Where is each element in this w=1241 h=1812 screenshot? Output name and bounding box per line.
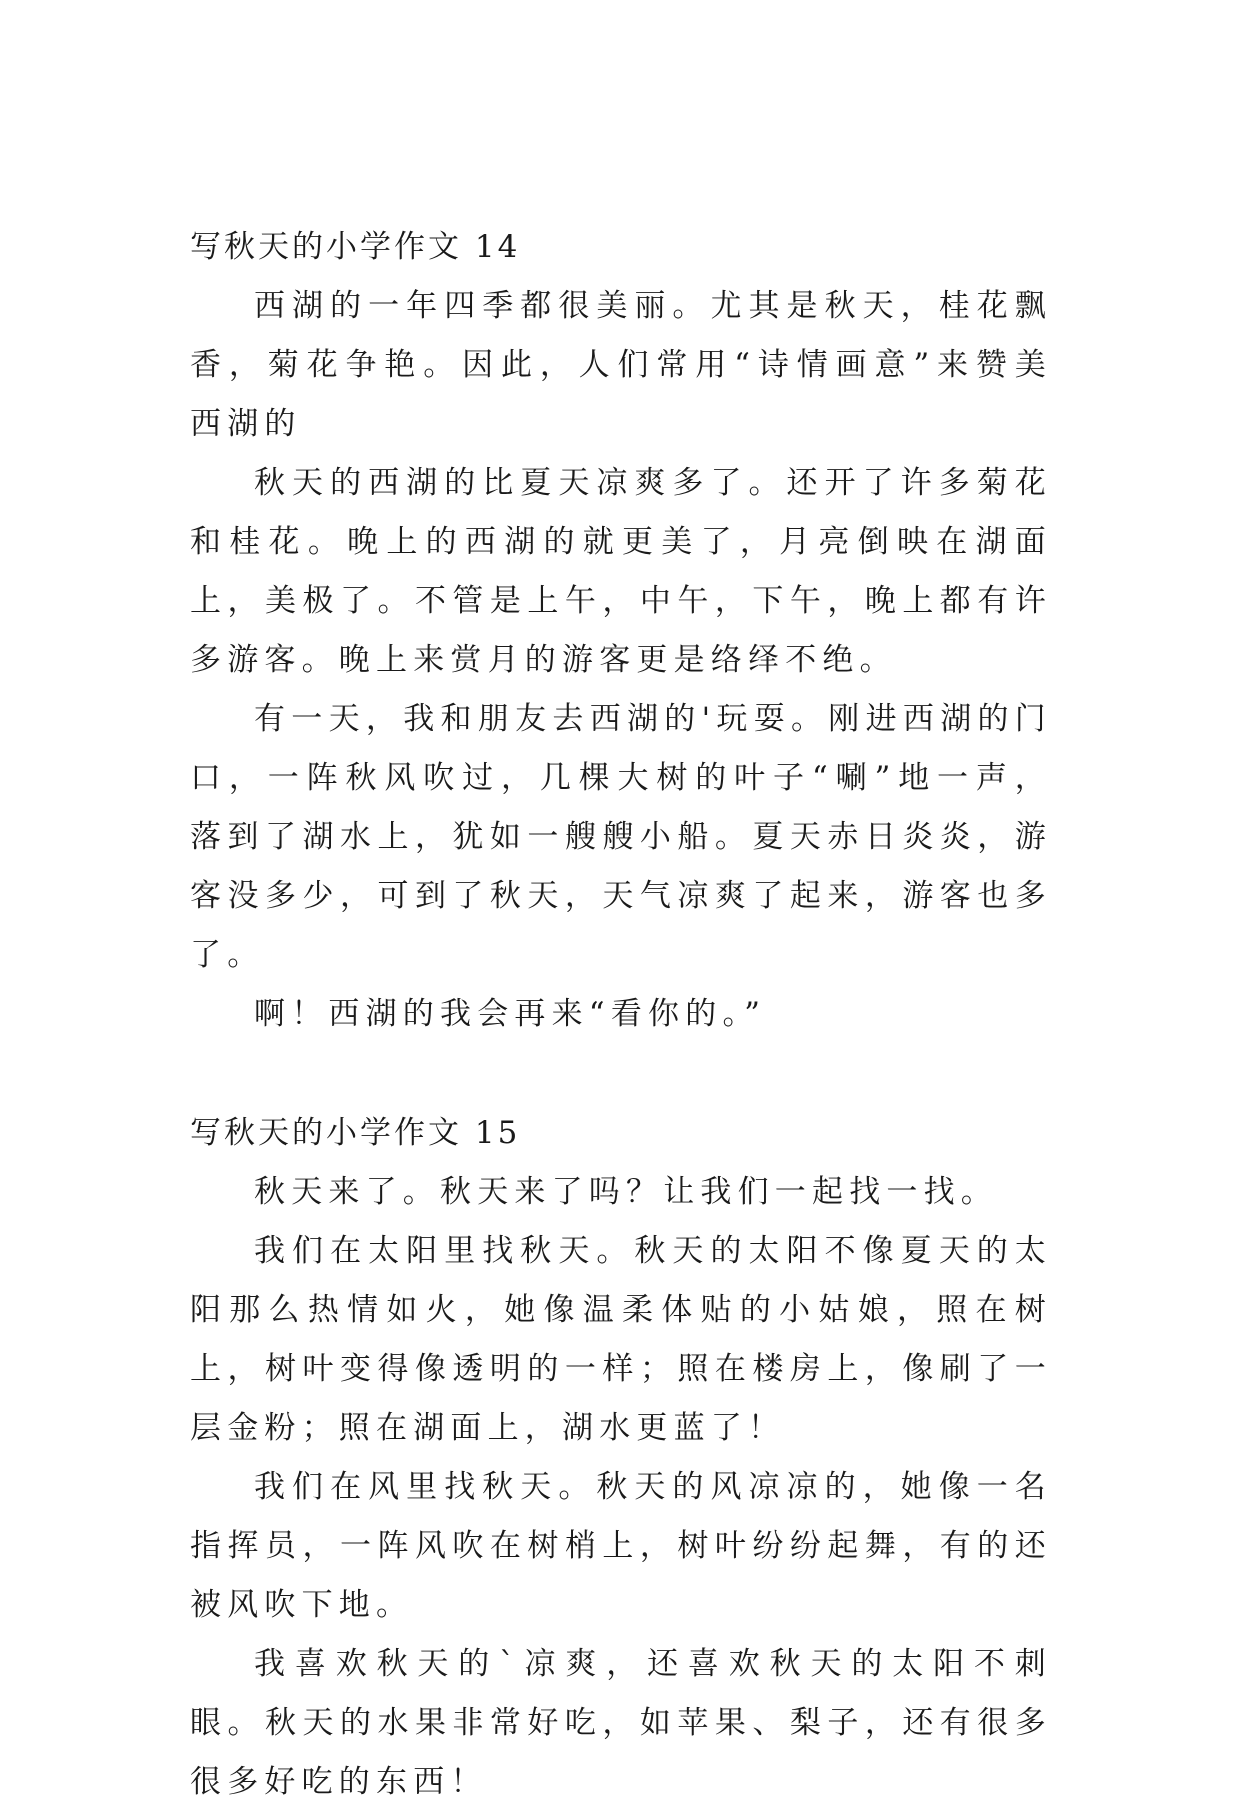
- essay-14: [190, 218, 1052, 1044]
- paragraph: 啊！西湖的我会再来“看你的。”: [254, 996, 767, 1032]
- paragraph: 秋天的西湖的比夏天凉爽多了。还开了许多菊花和桂花。晚上的西湖的就更美了，月亮倒映在湖面上，美极了。不管是上午，中午，下午，晚上都有许多游客。晚上来赏月的游客更是络绎不绝。: [190, 465, 1052, 678]
- paragraph: 我喜欢秋天的`凉爽，还喜欢秋天的太阳不刺眼。秋天的水果非常好吃，如苹果、梨子，还有很多很多好吃的东西！: [190, 1646, 1052, 1800]
- essay-title: 写秋天的小学作文 14: [190, 229, 521, 265]
- essay-15: [190, 1104, 1052, 1812]
- paragraph: 我们在风里找秋天。秋天的风凉凉的，她像一名指挥员，一阵风吹在树梢上，树叶纷纷起舞，有的还被风吹下地。: [190, 1469, 1052, 1623]
- paragraph: 我们在太阳里找秋天。秋天的太阳不像夏天的太阳那么热情如火，她像温柔体贴的小姑娘，照在树上，树叶变得像透明的一样；照在楼房上，像刷了一层金粉；照在湖面上，湖水更蓝了！: [190, 1233, 1052, 1446]
- essay-title: 写秋天的小学作文 15: [190, 1115, 521, 1151]
- document-body: [190, 218, 1052, 1812]
- paragraph: 西湖的一年四季都很美丽。尤其是秋天，桂花飘香，菊花争艳。因此，人们常用“诗情画意”来赞美西湖的: [190, 288, 1052, 442]
- paragraph: 有一天，我和朋友去西湖的'玩耍。刚进西湖的门口，一阵秋风吹过，几棵大树的叶子“唰”地一声，落到了湖水上，犹如一艘艘小船。夏天赤日炎炎，游客没多少，可到了秋天，天气凉爽了起来，游客也多了。: [190, 701, 1052, 973]
- section-spacer: [190, 1044, 1052, 1104]
- paragraph: 秋天来了。秋天来了吗？让我们一起找一找。: [254, 1174, 998, 1210]
